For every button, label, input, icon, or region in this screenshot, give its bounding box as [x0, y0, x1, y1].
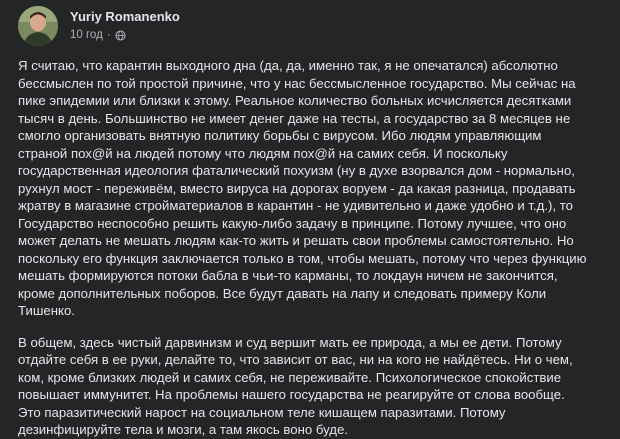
post-paragraph-1: Я считаю, что карантин выходного дна (да, да, именно так, я не опечатался) абсолютно бессмыслен по той простой причине, что у нас бессмысленное государство. Мы сейчас на пике эпидемии или близки к этому. Реальное количество больных исчисляется десятками тысяч в день. Большинство не имеет денег даже на тесты, а государство за 8 месяцев не смогло организовать внятную политику борьбы с вирусом. Ибо людям управляющим страной пох@й на людей потому что людям пох@й на самих себя. И поскольку государственная идеология фаталический похуизм (ну в духе взорвался дом - нормально, рухнул мост - переживём, вместо вируса на дорогах воруем - да какая разница, продавать жратву в магазине стройматериалов в карантин - не удивительно и даже удобно и т.д.), то Государство неспособно решить какую-либо задачу в принципе. Потому лучшее, что оно может делать не мешать людям как-то жить и решать свои проблемы самостоятельно. Но поскольку его функция заключается только в том, чтобы мешать, потому что через функцию мешать формируются потоки бабла в чьи-то карманы, то локдаун ничем не закончится, кроме дополнительных поборов. Все будут давать на лапу и следовать примеру Коли Тишенко.: [18, 58, 587, 318]
post-author-name[interactable]: Yuriy Romanenko: [70, 9, 180, 24]
post-meta: [70, 29, 126, 41]
globe-icon[interactable]: [115, 30, 126, 41]
avatar[interactable]: [18, 6, 58, 46]
meta-separator: ·: [106, 29, 111, 41]
post-body: [18, 57, 608, 439]
post-paragraph-2: В общем, здесь чистый дарвинизм и суд вершит мать ее природа, а мы ее дети. Потому отдайте себя в ее руки, делайте то, что зависит от вас, ни на кого не найдётесь. Ни о чем, ком, кроме близких людей и самих себя, не переживайте. Психологическое спокойствие повышает иммунитет. На проблемы нашего государства не реагируйте от слова вообще. Это паразитический нарост на социальном теле кишащем паразитами. Потому дезинфицируйте тела и мозги, а там якось воно буде.: [18, 334, 573, 437]
avatar-photo-icon: [18, 6, 58, 46]
post-header: [18, 6, 608, 46]
post-timestamp[interactable]: 10 год: [70, 29, 103, 41]
